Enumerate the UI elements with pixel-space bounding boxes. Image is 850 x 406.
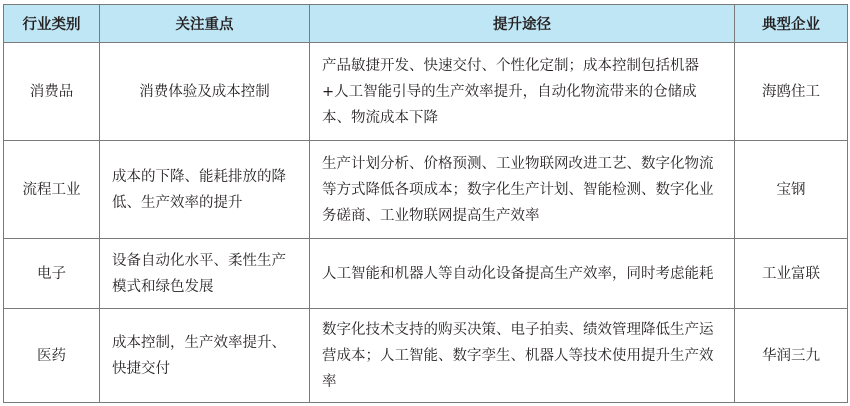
row-focus: 成本控制，生产效率提升、快捷交付	[100, 309, 310, 403]
header-path: 提升途径	[310, 5, 735, 43]
header-company: 典型企业	[735, 5, 848, 43]
row-path: 产品敏捷开发、快速交付、个性化定制；成本控制包括机器+人工智能引导的生产效率提升，自动化物流带来的仓储成本、物流成本下降	[310, 43, 735, 141]
header-focus: 关注重点	[100, 5, 310, 43]
row-category: 消费品	[4, 43, 100, 141]
row-path: 生产计划分析、价格预测、工业物联网改进工艺、数字化物流等方式降低各项成本；数字化生产计划、智能检测、数字化业务磋商、工业物联网提高生产效率	[310, 141, 735, 239]
industry-table	[3, 4, 848, 403]
row-company: 海鸥住工	[735, 43, 848, 141]
row-category: 电子	[4, 239, 100, 309]
table-row	[4, 309, 848, 403]
row-company: 华润三九	[735, 309, 848, 403]
table-row	[4, 239, 848, 309]
table-row	[4, 141, 848, 239]
row-category: 流程工业	[4, 141, 100, 239]
row-company: 宝钢	[735, 141, 848, 239]
row-focus: 设备自动化水平、柔性生产模式和绿色发展	[100, 239, 310, 309]
row-focus: 成本的下降、能耗排放的降低、生产效率的提升	[100, 141, 310, 239]
row-path: 数字化技术支持的购买决策、电子拍卖、绩效管理降低生产运营成本；人工智能、数字孪生、机器人等技术使用提升生产效率	[310, 309, 735, 403]
row-focus: 消费体验及成本控制	[100, 43, 310, 141]
row-company: 工业富联	[735, 239, 848, 309]
table-row	[4, 43, 848, 141]
header-category: 行业类别	[4, 5, 100, 43]
row-category: 医药	[4, 309, 100, 403]
row-path: 人工智能和机器人等自动化设备提高生产效率，同时考虑能耗	[310, 239, 735, 309]
header-row	[4, 5, 848, 43]
